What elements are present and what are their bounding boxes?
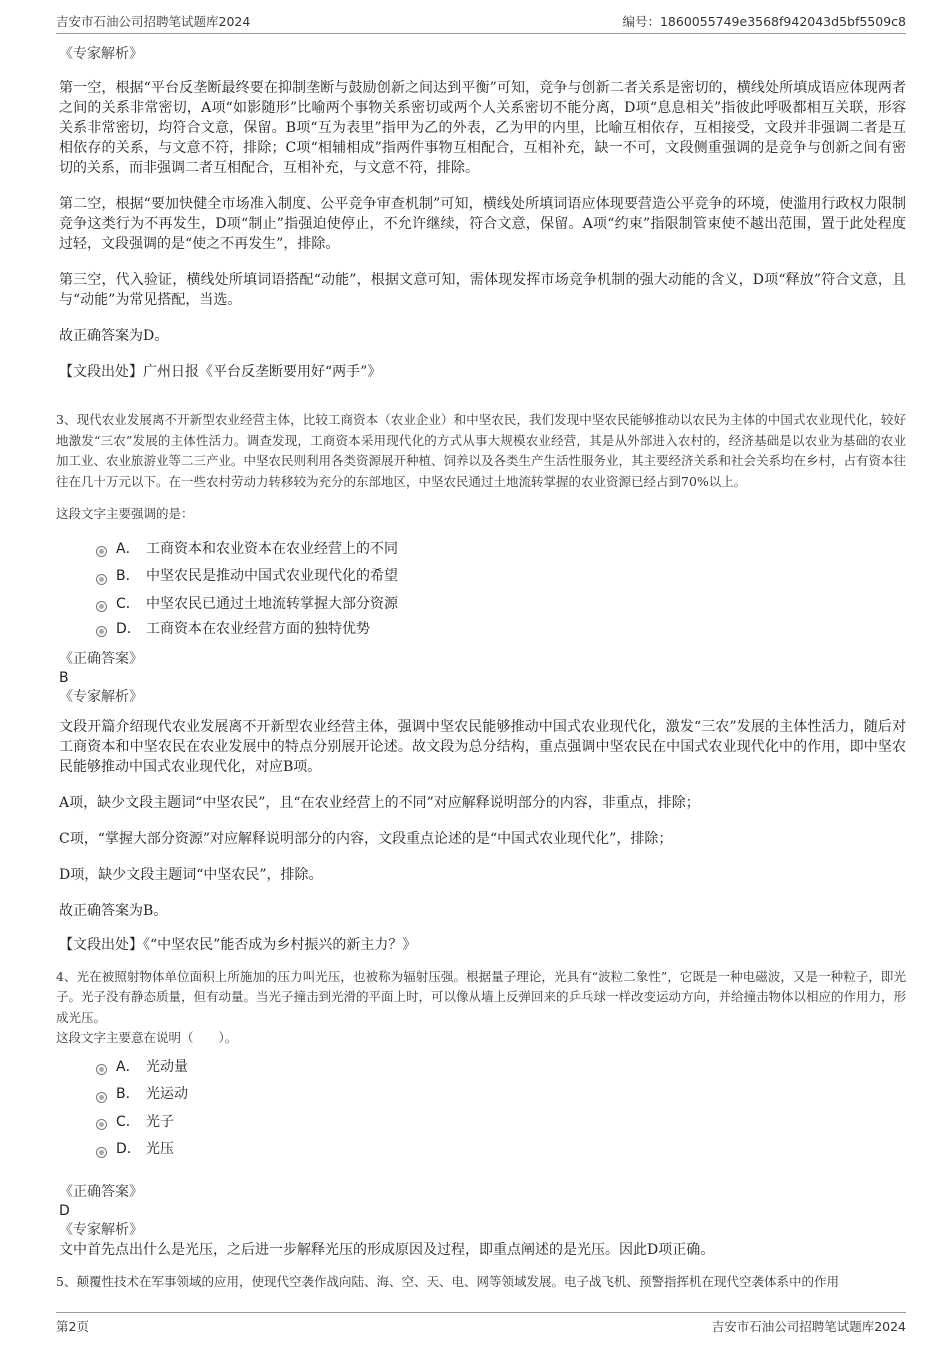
source-citation: 【文段出处】《“中坚农民”能否成为乡村振兴的新主力？》: [59, 936, 417, 953]
expert-analysis-label: 《专家解析》: [59, 46, 143, 62]
analysis-paragraph: A项，缺少文段主题词“中坚农民”，且“在农业经营上的不同”对应解释说明部分的内容，非重点，排除；: [59, 794, 700, 811]
radio-icon[interactable]: [96, 626, 107, 637]
radio-icon[interactable]: [96, 1147, 107, 1158]
analysis-paragraph: 第二空，根据“要加快健全市场准入制度、公平竞争审查机制”可知，横线处所填词语应体现要营造公平竞争的环境，使滥用行政权力限制竞争这类行为不再发生，D项“制止”指强迫使停止，不允许继续，符合文意，保留。A项“约束”指限制管束使不越出范围，置于此处程度过轻，文段强调的是“使之不再发生”，排除。: [59, 196, 906, 252]
radio-icon[interactable]: [96, 1064, 107, 1075]
option-a[interactable]: A． 工商资本和农业资本在农业经营上的不同: [96, 534, 906, 562]
analysis-paragraph: 文中首先点出什么是光压，之后进一步解释光压的形成原因及过程，即重点阐述的是光压。因此D项正确。: [59, 1242, 715, 1258]
option-c[interactable]: C． 中坚农民已通过土地流转掌握大部分资源: [96, 589, 906, 617]
radio-icon[interactable]: [96, 574, 107, 585]
analysis-paragraph: 第一空，根据“平台反垄断最终要在抑制垄断与鼓励创新之间达到平衡”可知，竞争与创新二者关系是密切的，横线处所填成语应体现两者之间的关系非常密切，A项“如影随形”比喻两个事物关系密切或两个人关系密切不能分离，D项“息息相关”指彼此呼吸都相互关联，形容关系非常密切，均符合文意，保留。B项“互为表里”指甲为乙的外表，乙为甲的内里，比喻互相依存，互相接受，文段并非强调二者是互相依存的关系，与文意不符，排除；C项“相辅相成”指两件事物互相配合，互相补充，缺一不可，文段侧重强调的是竞争与创新之间有密切的关系，而非强调二者互相配合，互相补充，与文意不符，排除。: [59, 80, 906, 176]
question-4-options: [96, 1052, 906, 1162]
radio-icon[interactable]: [96, 546, 107, 557]
source-citation: 【文段出处】广州日报《平台反垄断要用好“两手”》: [59, 364, 382, 380]
question-3-prompt: 这段文字主要强调的是：: [56, 506, 194, 521]
header-serial: 编号：1860055749e3568f942043d5bf5509c8: [622, 14, 906, 29]
question-4-text: 4、光在被照射物体单位面积上所施加的压力叫光压，也被称为辐射压强。根据量子理论，光具有“波粒二象性”，它既是一种电磁波，又是一种粒子，即光子。光子没有静态质量，但有动量。当光子撞击到光滑的平面上时，可以像从墙上反弹回来的乒乓球一样改变运动方向，并给撞击物体以相应的作用力，形成光压。: [56, 968, 907, 1025]
page-header: [56, 12, 906, 34]
option-d[interactable]: D． 光压: [96, 1135, 906, 1163]
radio-icon[interactable]: [96, 601, 107, 612]
question-5-text: 5、颠覆性技术在军事领域的应用，使现代空袭作战向陆、海、空、天、电、网等领域发展。电子战飞机、预警指挥机在现代空袭体系中的作用: [56, 1274, 839, 1289]
question-4-prompt: 这段文字主要意在说明（ ）。: [56, 1030, 238, 1045]
option-c[interactable]: C． 光子: [96, 1107, 906, 1135]
analysis-paragraph: D项，缺少文段主题词“中坚农民”，排除。: [59, 866, 323, 883]
option-a[interactable]: A． 光动量: [96, 1052, 906, 1080]
analysis-paragraph: 文段开篇介绍现代农业发展离不开新型农业经营主体，强调中坚农民能够推动中国式农业现代化，激发“三农”发展的主体性活力，随后对工商资本和中坚农民在农业发展中的特点分别展开论述。故文段为总分结构，重点强调中坚农民在中国式农业现代化中的作用，即中坚农民能够推动中国式农业现代化，对应B项。: [59, 718, 906, 775]
page-number: 第2页: [56, 1319, 89, 1334]
option-b[interactable]: B． 光运动: [96, 1080, 906, 1108]
page-footer: [56, 1312, 906, 1335]
radio-icon[interactable]: [96, 1119, 107, 1130]
footer-title: 吉安市石油公司招聘笔试题库2024: [711, 1319, 906, 1334]
expert-analysis-label: 《专家解析》: [59, 688, 143, 705]
radio-icon[interactable]: [96, 1092, 107, 1103]
analysis-conclusion: 故正确答案为B。: [59, 902, 168, 919]
question-3-text: 3、现代农业发展离不开新型农业经营主体，比较工商资本（农业企业）和中坚农民，我们发现中坚农民能够推动以农民为主体的中国式农业现代化，较好地激发“三农”发展的主体性活力。调查发现，工商资本采用现代化的方式从事大规模农业经营，其是从外部进入农村的，经济基础是以农业为基础的农业加工业、农业旅游业等二三产业。中坚农民则利用各类资源展开种植、饲养以及各类生产生活性服务业，其主要经济关系和社会关系均在乡村，占有资本往往在几十万元以下。在一些农村劳动力转移较为充分的东部地区，中坚农民通过土地流转掌握的农业资源已经占到70%以上。: [56, 412, 907, 489]
question-3-options: [96, 534, 906, 639]
correct-answer-label: 《正确答案》: [59, 650, 143, 667]
correct-answer: D: [59, 1203, 70, 1219]
header-title: 吉安市石油公司招聘笔试题库2024: [56, 14, 251, 29]
correct-answer: B: [59, 669, 69, 686]
expert-analysis-label: 《专家解析》: [59, 1222, 143, 1238]
analysis-paragraph: C项，“掌握大部分资源”对应解释说明部分的内容，文段重点论述的是“中国式农业现代化”，排除；: [59, 830, 673, 847]
analysis-paragraph: 第三空，代入验证，横线处所填词语搭配“动能”，根据文意可知，需体现发挥市场竞争机制的强大动能的含义，D项“释放”符合文意，且与“动能”为常见搭配，当选。: [59, 272, 906, 308]
option-b[interactable]: B． 中坚农民是推动中国式农业现代化的希望: [96, 562, 906, 590]
page-content: [56, 44, 906, 1293]
option-d[interactable]: D． 工商资本在农业经营方面的独特优势: [96, 617, 906, 639]
analysis-conclusion: 故正确答案为D。: [59, 328, 169, 344]
correct-answer-label: 《正确答案》: [59, 1184, 143, 1200]
